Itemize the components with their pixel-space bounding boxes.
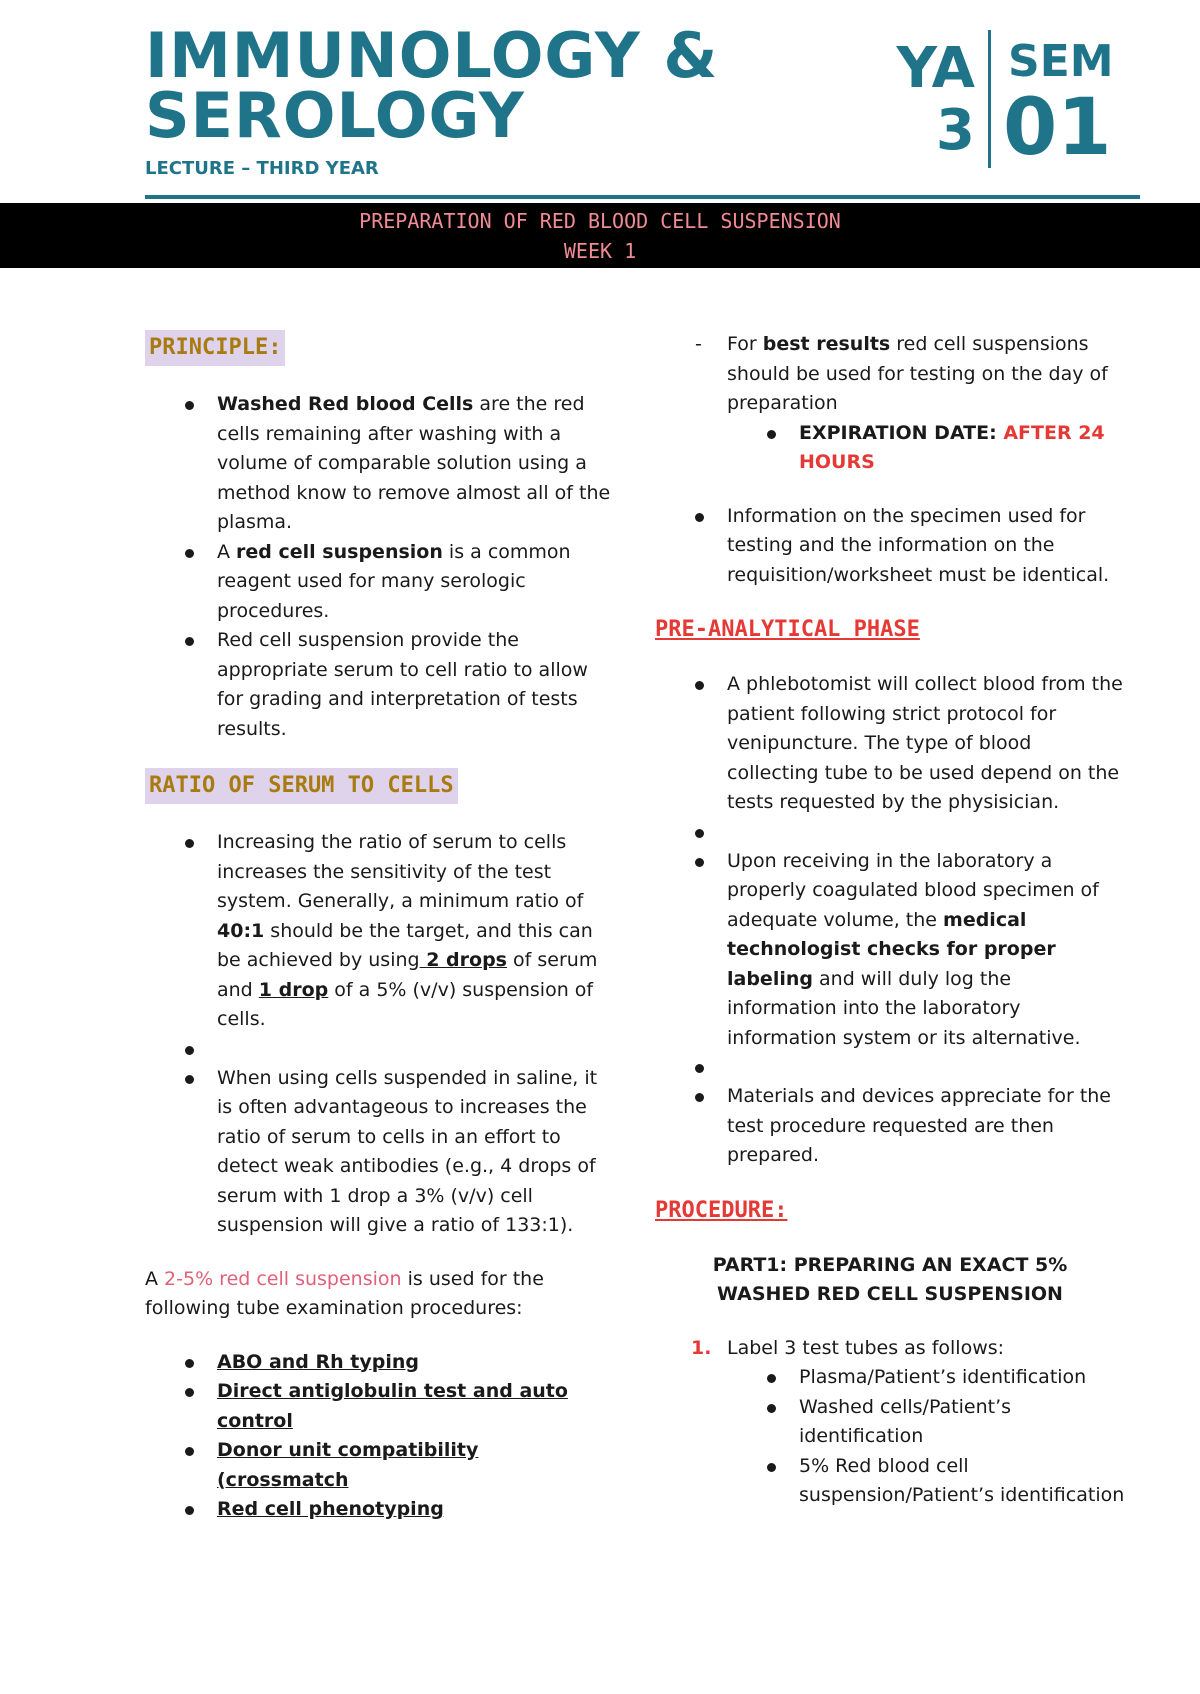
procedure-steps (655, 1334, 1125, 1364)
info-list (655, 502, 1125, 591)
document-subtitle: LECTURE – THIRD YEAR (145, 158, 379, 179)
ratio-heading: RATIO OF SERUM TO CELLS (145, 768, 458, 804)
header-divider (988, 30, 991, 168)
semester-number: 01 (1003, 83, 1112, 173)
list-item: When using cells suspended in saline, it is often advantageous to increases the ratio of serum to cells in an effort to detect weak antibodies (e.g., 4 drops of serum with 1 drop a 3% (v/v) cell suspension will give a ratio of 133:1). (145, 1064, 615, 1241)
list-spacer (655, 818, 1125, 847)
procedure-list (145, 1348, 615, 1525)
list-item: 1. Label 3 test tubes as follows: (691, 1336, 1005, 1359)
left-column (145, 330, 615, 1525)
list-item: Information on the specimen used for testing and the information on the requisition/worksheet must be identical. (655, 502, 1125, 591)
list-item: Materials and devices appreciate for the test procedure requested are then prepared. (655, 1082, 1125, 1171)
list-item: Direct antiglobulin test and auto control (145, 1377, 615, 1436)
list-spacer (655, 1053, 1125, 1082)
list-item: Donor unit compatibility (crossmatch (145, 1436, 615, 1495)
expiration-list (727, 419, 1125, 478)
list-item: Red cell phenotyping (145, 1495, 615, 1525)
pre-analytical-heading: PRE-ANALYTICAL PHASE (655, 617, 920, 642)
list-item: A phlebotomist will collect blood from the patient following strict protocol for venipuncture. The type of blood collecting tube to be used depend on the tests requested by the physisician. (655, 670, 1125, 818)
list-item: EXPIRATION DATE: AFTER 24 HOURS (727, 419, 1125, 478)
topic-banner (0, 203, 1200, 268)
year-label: YA (896, 36, 975, 101)
principle-list (145, 390, 615, 744)
ratio-list (145, 828, 615, 1241)
topic-title: PREPARATION OF RED BLOOD CELL SUSPENSION (359, 206, 841, 236)
best-results-item: - For best results red cell suspensions should be used for testing on the day of preparation (655, 330, 1125, 419)
list-item: Upon receiving in the laboratory a properly coagulated blood specimen of adequate volume, the medical technologist checks for proper labeling and will duly log the information into the laboratory information system or its alternative. (655, 847, 1125, 1054)
list-item: Washed Red blood Cells are the red cells remaining after washing with a volume of comparable solution using a method know to remove almost all of the plasma. (145, 390, 615, 538)
tube-labels-list (727, 1363, 1125, 1511)
list-item: A red cell suspension is a common reagent used for many serologic procedures. (145, 538, 615, 627)
list-spacer (145, 1035, 615, 1064)
list-item: Red cell suspension provide the appropriate serum to cell ratio to allow for grading and interpretation of tests results. (145, 626, 615, 744)
list-item: Increasing the ratio of serum to cells increases the sensitivity of the test system. Generally, a minimum ratio of 40:1 should be the target, and this can be achieved by using 2 drops of serum and 1 drop of a 5% (v/v) suspension of cells. (145, 828, 615, 1035)
usage-paragraph: A 2-5% red cell suspension is used for the following tube examination procedures: (145, 1267, 544, 1319)
list-item: ABO and Rh typing (145, 1348, 615, 1378)
year-number: 3 (936, 98, 975, 163)
document-title: IMMUNOLOGY & SEROLOGY (145, 19, 719, 152)
procedure-heading: PROCEDURE: (655, 1197, 788, 1223)
pre-analytical-list (655, 670, 1125, 1171)
semester-label: SEM (1008, 36, 1114, 87)
document-header (0, 0, 1200, 200)
principle-heading: PRINCIPLE: (145, 330, 285, 366)
right-column (655, 330, 1125, 1511)
list-item: Washed cells/Patient’s identification (727, 1393, 1125, 1452)
header-rule (145, 195, 1140, 199)
year-badge (895, 38, 975, 162)
topic-week: WEEK 1 (564, 236, 636, 266)
list-item: Plasma/Patient’s identification (727, 1363, 1125, 1393)
list-item: 5% Red blood cell suspension/Patient’s identification (727, 1452, 1125, 1511)
part1-title: PART1: PREPARING AN EXACT 5% WASHED RED CELL SUSPENSION (712, 1253, 1068, 1305)
